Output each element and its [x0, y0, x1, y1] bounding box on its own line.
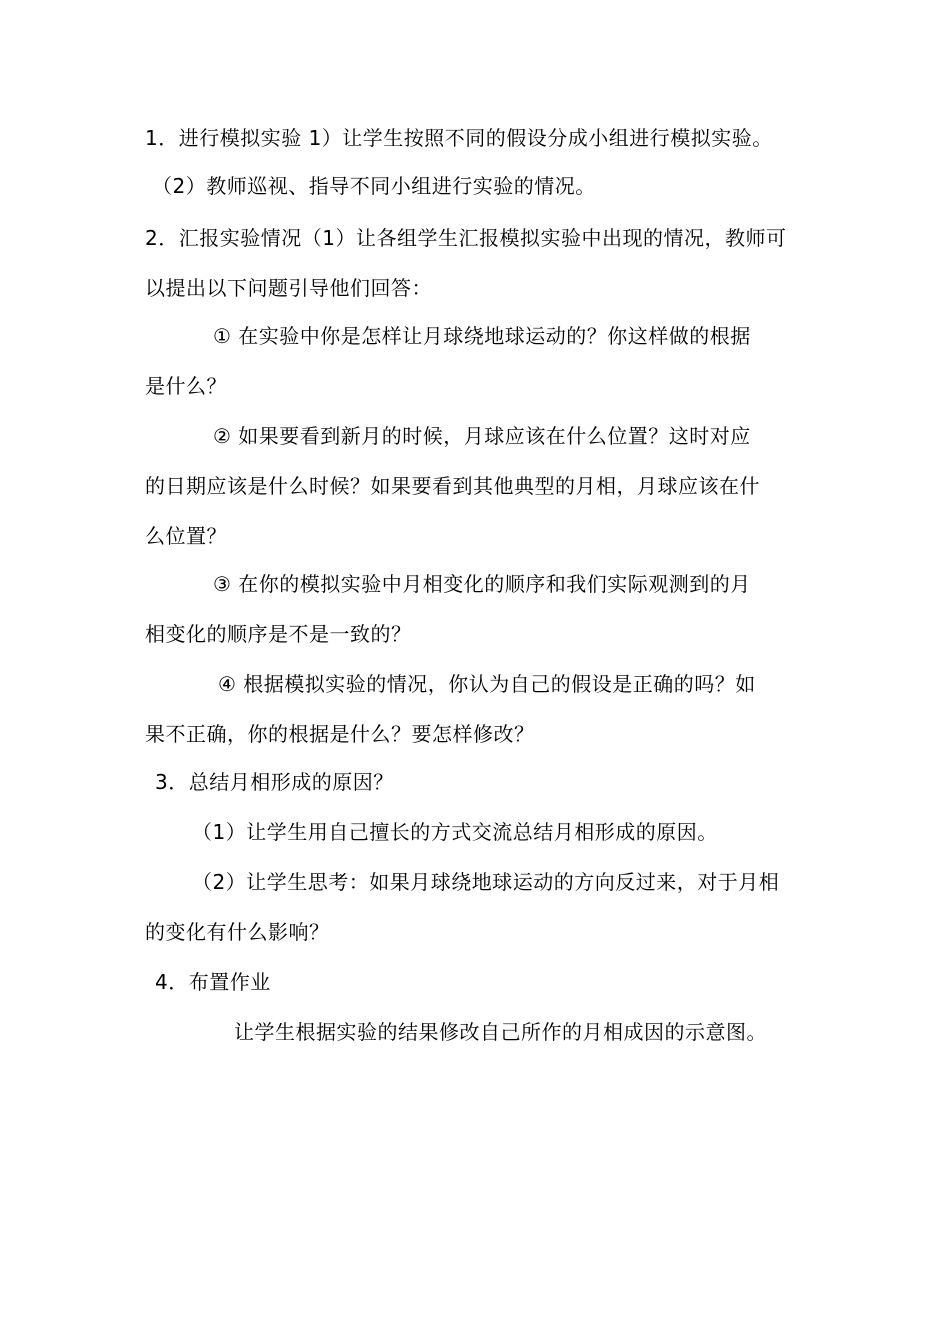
question-1-line-1: ① 在实验中你是怎样让月球绕地球运动的？你这样做的根据 — [213, 324, 751, 348]
section-3-item-2-line-2: 的变化有什么影响？ — [145, 920, 330, 944]
question-3-line-2: 相变化的顺序是不是一致的？ — [145, 622, 412, 646]
paragraph-line-1: 1．进行模拟实验 1）让学生按照不同的假设分成小组进行模拟实验。 — [145, 126, 773, 150]
question-3-line-1: ③ 在你的模拟实验中月相变化的顺序和我们实际观测到的月 — [213, 572, 751, 596]
paragraph-line-3: 2．汇报实验情况（1）让各组学生汇报模拟实验中出现的情况，教师可 — [145, 226, 787, 250]
section-4-heading: 4．布置作业 — [155, 970, 271, 994]
paragraph-line-2: （2）教师巡视、指导不同小组进行实验的情况。 — [152, 174, 596, 198]
paragraph-line-4: 以提出以下问题引导他们回答： — [145, 276, 432, 300]
section-3-item-1: （1）让学生用自己擅长的方式交流总结月相形成的原因。 — [192, 820, 718, 844]
question-2-line-1: ② 如果要看到新月的时候，月球应该在什么位置？这时对应 — [213, 424, 751, 448]
section-3-heading: 3．总结月相形成的原因？ — [155, 770, 394, 794]
section-3-item-2-line-1: （2）让学生思考：如果月球绕地球运动的方向反过来，对于月相 — [192, 870, 780, 894]
question-1-line-2: 是什么？ — [145, 374, 227, 398]
question-2-line-3: 么位置？ — [145, 524, 227, 548]
question-2-line-2: 的日期应该是什么时候？如果要看到其他典型的月相，月球应该在什 — [145, 474, 760, 498]
question-4-line-2: 果不正确，你的根据是什么？要怎样修改？ — [145, 722, 535, 746]
question-4-line-1: ④ 根据模拟实验的情况，你认为自己的假设是正确的吗？如 — [218, 672, 756, 696]
section-4-item: 让学生根据实验的结果修改自己所作的月相成因的示意图。 — [234, 1020, 767, 1044]
